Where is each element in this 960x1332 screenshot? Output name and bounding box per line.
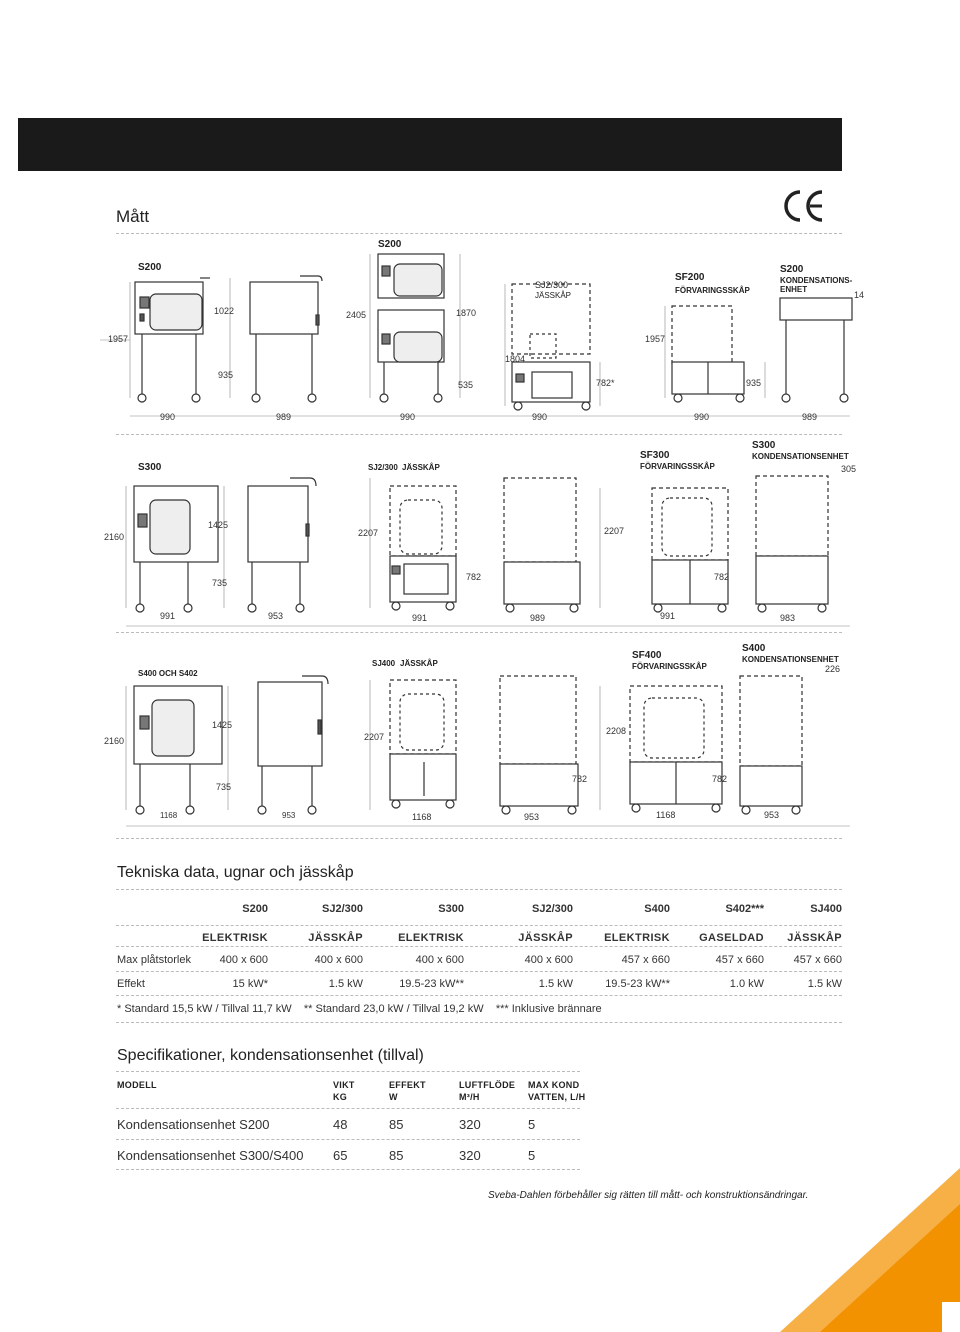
- label-sj400-sub: JÄSSKÅP: [400, 659, 438, 668]
- dim-1022: 1022: [214, 306, 235, 316]
- row1-drawings: [100, 238, 864, 428]
- dim-1957b: 1957: [645, 334, 666, 344]
- dim-935b: 935: [746, 378, 762, 388]
- type-2: JÄSSKÅP: [308, 932, 363, 944]
- label-s300: S300: [138, 462, 162, 473]
- type-3: ELEKTRISK: [398, 932, 464, 944]
- dim-1957a: 1957: [108, 334, 129, 344]
- dim-1425: 1425: [212, 720, 233, 730]
- label-s400: S400 OCH S402: [138, 669, 198, 678]
- label-sf400: SF400: [632, 650, 662, 661]
- dim-782s: 782*: [596, 378, 615, 388]
- tech-title: Tekniska data, ugnar och jässkåp: [117, 864, 354, 881]
- divider: [116, 1169, 580, 1170]
- power-6: 1.0 kW: [729, 978, 764, 990]
- dim-2160: 2160: [104, 736, 125, 746]
- divider: [116, 1139, 580, 1140]
- bottom-dim-1: 1168: [160, 811, 178, 820]
- label-sf300-sub: FÖRVARINGSSKÅP: [640, 462, 715, 471]
- label-s400k: S400: [742, 643, 766, 654]
- model-6: S402***: [725, 903, 764, 915]
- spec-header-luft: LUFTFLÖDE M³/H: [459, 1080, 516, 1102]
- bottom-dim-5: 991: [660, 611, 676, 621]
- dim-2207b: 2207: [604, 526, 625, 536]
- dim-305: 305: [840, 464, 856, 474]
- dim-2207a: 2207: [358, 528, 379, 538]
- label-sf400-sub: FÖRVARINGSSKÅP: [632, 662, 707, 671]
- type-7: JÄSSKÅP: [787, 932, 842, 944]
- label-s200-top: S200: [378, 239, 402, 250]
- bottom-dim-2: 953: [268, 611, 284, 621]
- spec-title: Specifikationer, kondensationsenhet (tillval): [117, 1047, 424, 1064]
- spec-row-1-model: Kondensationsenhet S200: [117, 1117, 270, 1132]
- label-s200k: S200: [780, 264, 804, 275]
- bottom-dim-3: 991: [412, 613, 428, 623]
- dim-782b: 782: [712, 774, 728, 784]
- power-5: 19.5-23 kW**: [605, 978, 670, 990]
- spec-row-1-kond: 5: [528, 1117, 536, 1132]
- dim-735: 735: [216, 782, 232, 792]
- bottom-dim-5: 1168: [656, 810, 676, 820]
- header-bar: [18, 118, 842, 171]
- label-sj2-sub: JÄSSKÅP: [535, 291, 572, 300]
- label-sf200: SF200: [675, 272, 705, 283]
- spec-row-2-kond: 5: [528, 1148, 536, 1163]
- dim-782b: 782: [714, 572, 730, 582]
- bottom-dim-3: 990: [400, 412, 416, 422]
- divider: [116, 925, 842, 926]
- divider: [116, 995, 842, 996]
- label-s300k-sub: KONDENSATIONSENHET: [752, 452, 849, 461]
- bottom-dim-5: 990: [694, 412, 710, 422]
- spec-row-1-effekt: 85: [389, 1117, 404, 1132]
- model-5: S400: [644, 903, 670, 915]
- page-title: Mått: [116, 207, 150, 226]
- dim-2160: 2160: [104, 532, 125, 542]
- divider: [116, 632, 842, 633]
- spec-header-effekt: EFFEKT W: [389, 1080, 426, 1102]
- label-sf200-sub: FÖRVARINGSSKÅP: [675, 286, 750, 295]
- label-sj400: SJ400: [372, 659, 396, 668]
- bottom-dim-1: 990: [160, 412, 176, 422]
- label-s200k-sub1: KONDENSATIONS-: [780, 276, 853, 285]
- bottom-dim-6: 953: [764, 810, 780, 820]
- label-sf300: SF300: [640, 450, 670, 461]
- dim-782a: 782: [466, 572, 482, 582]
- spec-row-2-vikt: 65: [333, 1148, 348, 1163]
- spec-header-model: MODELL: [117, 1080, 157, 1090]
- dim-535: 535: [458, 380, 474, 390]
- page-number: 11: [836, 1243, 849, 1257]
- bottom-dim-2: 989: [276, 412, 292, 422]
- power-7: 1.5 kW: [807, 978, 842, 990]
- tech-footnote: * Standard 15,5 kW / Tillval 11,7 kW ** Standard 23,0 kW / Tillval 19,2 kW *** Inklusive brännare: [117, 1003, 602, 1015]
- dim-14: 14: [853, 290, 864, 300]
- divider: [116, 838, 842, 839]
- row3-drawings: [100, 636, 860, 832]
- bottom-dim-1: 991: [160, 611, 176, 621]
- dim-935a: 935: [218, 370, 234, 380]
- dim-2208: 2208: [606, 726, 627, 736]
- dim-1425: 1425: [208, 520, 229, 530]
- plate-4: 400 x 600: [524, 954, 573, 966]
- power-1: 15 kW*: [232, 978, 268, 990]
- type-5: ELEKTRISK: [604, 932, 670, 944]
- bottom-dim-2: 953: [282, 811, 296, 820]
- spec-row-2-luft: 320: [459, 1148, 481, 1163]
- divider: [116, 889, 842, 890]
- label-s300k: S300: [752, 440, 776, 451]
- ce-mark-icon: [782, 188, 826, 224]
- label-s200k-sub2: ENHET: [780, 285, 808, 294]
- plate-1: 400 x 600: [219, 954, 268, 966]
- bottom-dim-4: 953: [524, 812, 540, 822]
- model-7: SJ400: [810, 903, 842, 915]
- bottom-dim-3: 1168: [412, 812, 432, 822]
- spec-header-kond: MAX KOND VATTEN, L/H: [528, 1080, 586, 1102]
- plate-2: 400 x 600: [314, 954, 363, 966]
- divider: [116, 971, 842, 972]
- bottom-dim-6: 983: [780, 613, 796, 623]
- plate-5: 457 x 660: [621, 954, 670, 966]
- power-2: 1.5 kW: [328, 978, 363, 990]
- spec-header-vikt: VIKT KG: [333, 1080, 355, 1102]
- bottom-dim-4: 990: [532, 412, 548, 422]
- spec-row-1-luft: 320: [459, 1117, 481, 1132]
- model-1: S200: [242, 903, 268, 915]
- model-4: SJ2/300: [532, 903, 573, 915]
- dim-782a: 782: [572, 774, 588, 784]
- dim-1804: 1804: [505, 354, 526, 364]
- spec-row-1-vikt: 48: [333, 1117, 348, 1132]
- label-sj2-300-sub: JÄSSKÅP: [402, 463, 440, 472]
- disclaimer: Sveba-Dahlen förbehåller sig rätten till mått- och konstruktionsändringar.: [488, 1190, 809, 1201]
- power-3: 19.5-23 kW**: [399, 978, 464, 990]
- row-label-plate: Max plåtstorlek: [117, 954, 191, 966]
- label-s200: S200: [138, 262, 162, 273]
- dim-2207: 2207: [364, 732, 385, 742]
- spec-row-2-model: Kondensationsenhet S300/S400: [117, 1148, 304, 1163]
- bottom-dim-4: 989: [530, 613, 546, 623]
- orange-corner-graphic: [780, 1168, 960, 1332]
- dim-735: 735: [212, 578, 228, 588]
- type-1: ELEKTRISK: [202, 932, 268, 944]
- dim-1870: 1870: [456, 308, 477, 318]
- label-s400k-sub: KONDENSATIONSENHET: [742, 655, 839, 664]
- plate-6: 457 x 660: [715, 954, 764, 966]
- type-4: JÄSSKÅP: [518, 932, 573, 944]
- label-sj2-300: SJ2/300: [368, 463, 398, 472]
- divider: [116, 1022, 842, 1023]
- plate-7: 457 x 660: [793, 954, 842, 966]
- divider: [116, 434, 842, 435]
- type-6: GASELDAD: [699, 932, 764, 944]
- row-label-power: Effekt: [117, 978, 145, 990]
- label-sj2: SJ2/300: [535, 280, 569, 290]
- bottom-dim-6: 989: [802, 412, 818, 422]
- model-3: S300: [438, 903, 464, 915]
- model-2: SJ2/300: [322, 903, 363, 915]
- plate-3: 400 x 600: [415, 954, 464, 966]
- dim-2405: 2405: [346, 310, 367, 320]
- power-4: 1.5 kW: [538, 978, 573, 990]
- row2-drawings: [100, 436, 860, 632]
- spec-row-2-effekt: 85: [389, 1148, 404, 1163]
- divider: [116, 1108, 580, 1109]
- divider: [116, 946, 842, 947]
- dim-226: 226: [824, 664, 840, 674]
- divider: [116, 1071, 580, 1072]
- divider: [116, 233, 842, 234]
